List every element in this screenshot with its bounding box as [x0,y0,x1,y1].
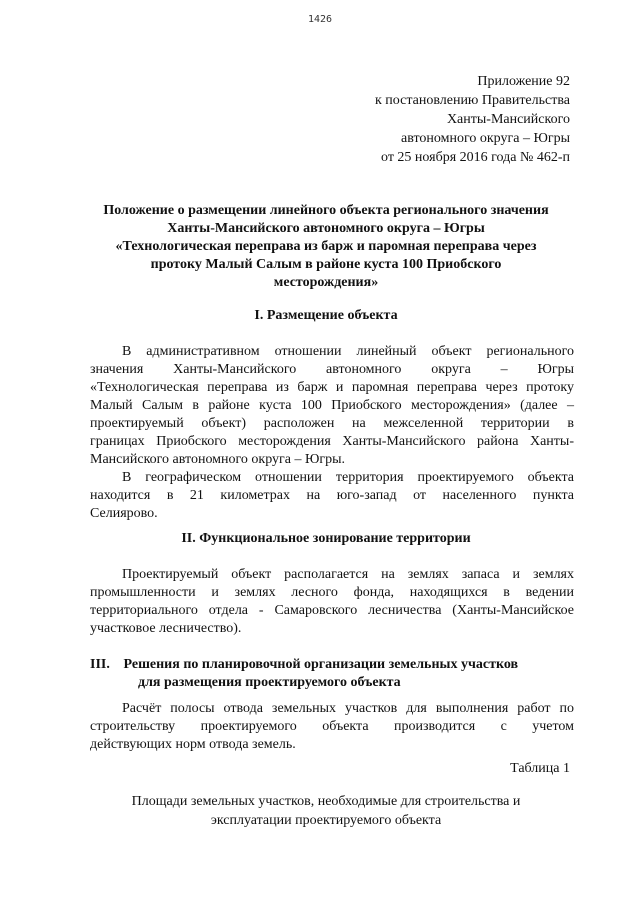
text-line: действующих норм отвода земель. [90,737,296,752]
caption-line: эксплуатации проектируемого объекта [210,813,442,828]
appendix-line: Ханты-Мансийского [446,112,570,127]
section-3-heading-line-1: Решения по планировочной организации земельных участков [123,657,519,672]
section-3-heading-line-2: для размещения проектируемого объекта [138,675,401,690]
caption-line: Площади земельных участков, необходимые для строительства и [131,794,521,809]
text-line: проектируемый объект) расположен на межселенной территории в [90,416,574,431]
appendix-line: к постановлению Правительства [374,93,570,108]
appendix-line: Приложение 92 [477,74,570,89]
text-line: Малый Салым в районе куста 100 Приобского месторождения» (далее – [90,398,574,413]
text-line: Мансийского автономного округа – Югры. [90,452,346,467]
section-2-heading: II. Функциональное зонирование территории [181,531,471,546]
text-line: Проектируемый объект располагается на землях запаса и землях [122,567,574,582]
text-line: промышленности и землях лесного фонда, находящихся в ведении [90,585,574,600]
document-title [70,202,582,292]
section-1-paragraph-2 [90,469,574,523]
appendix-line: от 25 ноября 2016 года № 462-п [381,150,570,165]
text-line: значения Ханты-Мансийского автономного округа – Югры [90,362,574,377]
title-line: месторождения» [273,275,379,290]
text-line: границах Приобского месторождения Ханты-Мансийского района Ханты- [90,434,574,449]
text-line: строительству проектируемого объекта производится с учетом [90,719,574,734]
text-line: Расчёт полосы отвода земельных участков для выполнения работ по [122,701,574,716]
section-1-heading: I. Размещение объекта [254,308,398,323]
section-2-paragraph-1 [90,566,574,638]
title-line: Ханты-Мансийского автономного округа – Югры [167,221,485,236]
text-line: находится в 21 километрах на юго-запад от населенного пункта [90,488,574,503]
text-line: территориального отдела - Самаровского лесничества (Ханты-Мансийское [90,603,574,618]
text-line: «Технологическая переправа из барж и паромная переправа через протоку [90,380,574,395]
section-3-paragraph-1 [90,700,574,754]
text-line: Селиярово. [90,506,158,521]
page-number: 1426 [307,14,333,25]
appendix-block [375,72,570,167]
section-1-paragraph-1 [90,343,574,469]
section-3-number: III. [90,657,110,672]
title-line: «Технологическая переправа из барж и паромная переправа через [115,239,537,254]
text-line: участковое лесничество). [90,621,242,636]
appendix-line: автономного округа – Югры [401,131,570,146]
section-3-heading [90,656,574,692]
table-label: Таблица 1 [510,761,570,776]
text-line: В географическом отношении территория проектируемого объекта [122,470,574,485]
title-line: протоку Малый Салым в районе куста 100 Приобского [150,257,502,272]
table-caption [70,792,582,830]
title-line: Положение о размещении линейного объекта регионального значения [103,203,549,218]
text-line: В административном отношении линейный объект регионального [122,344,574,359]
